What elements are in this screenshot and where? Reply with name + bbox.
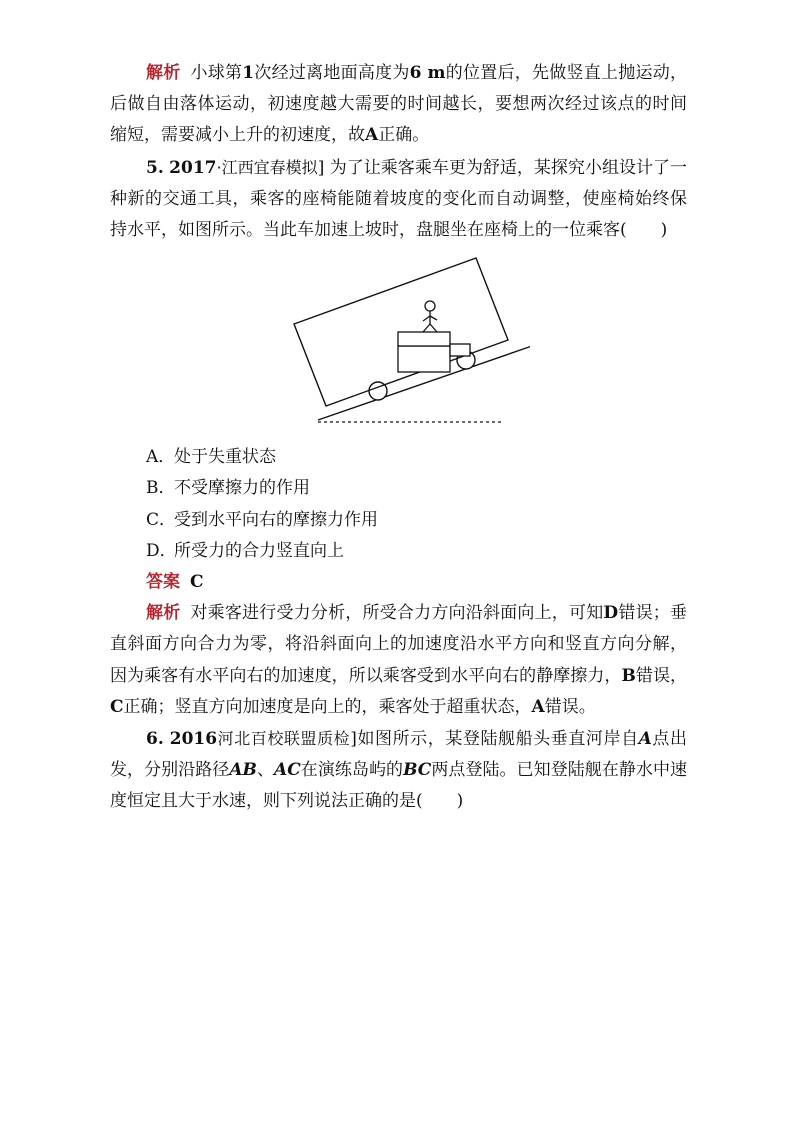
q5-analysis: 解析 对乘客进行受力分析，所受合力方向沿斜面向上，可知D错误；垂直斜面方向合力为零，将沿斜面向上的加速度沿水平方向和竖直方向分解，因为乘客有水平向右的加速度，所以乘客受到水平向右的静摩擦力，B错误，C正确；竖直方向加速度是向上的，乘客处于超重状态，A错误。	[110, 603, 688, 717]
question-6-stem: 6. 2016河北百校联盟质检]如图所示，某登陆舰船头垂直河岸自A点出发，分别沿路径AB、AC在演练岛屿的BC两点登陆。已知登陆舰在静水中速度恒定且大于水速，则下列说法正确的是( )	[110, 729, 688, 812]
source-year: 2016	[169, 729, 218, 750]
answer-label: 答案	[146, 572, 180, 593]
document-page	[110, 58, 687, 818]
question-number: 5.	[146, 157, 164, 178]
source-year: 2017	[169, 157, 217, 178]
analysis-label: 解析	[146, 603, 181, 624]
q5-answer	[110, 567, 687, 598]
source-name: ·江西宜春模拟	[216, 157, 318, 177]
analysis-label: 解析	[146, 63, 181, 83]
cart-diagram	[280, 248, 530, 438]
cart-on-slope-figure	[110, 248, 687, 438]
answer-value: C	[190, 572, 204, 593]
option-c[interactable]: C．受到水平向右的摩擦力作用	[146, 509, 378, 530]
passenger-figure	[423, 301, 437, 332]
question-5-stem: 5. 2017·江西宜春模拟] 为了让乘客乘车更为舒适，某探究小组设计了一种新的交通工具，乘客的座椅能随着坡度的变化而自动调整，使座椅始终保持水平，如图所示。当此车加速上坡时，盘腿坐在座椅上的一位乘客( )	[110, 157, 688, 241]
source-name: 河北百校联盟质检	[217, 729, 351, 749]
question-number: 6.	[146, 729, 164, 750]
options-list	[110, 442, 687, 567]
question-text: 为了让乘客乘车更为舒适，某探究小组设计了一种新的交通工具，乘客的座椅能随着坡度的变化而自动调整，使座椅始终保持水平，如图所示。当此车加速上坡时，盘腿坐在座椅上的一位乘客( )	[110, 157, 688, 241]
seat-support	[450, 344, 470, 356]
option-d[interactable]: D．所受力的合力竖直向上	[146, 540, 344, 561]
seat-base	[398, 346, 450, 372]
seat-top	[398, 332, 450, 346]
option-b[interactable]: B．不受摩擦力的作用	[146, 478, 310, 499]
option-a[interactable]: A．处于失重状态	[146, 447, 276, 468]
q4-analysis: 解析 小球第1次经过离地面高度为6 m的位置后，先做竖直上抛运动，后做自由落体运动，初速度越大需要的时间越长，要想两次经过该点的时间缩短，需要减小上升的初速度，故A正确。	[110, 63, 688, 146]
